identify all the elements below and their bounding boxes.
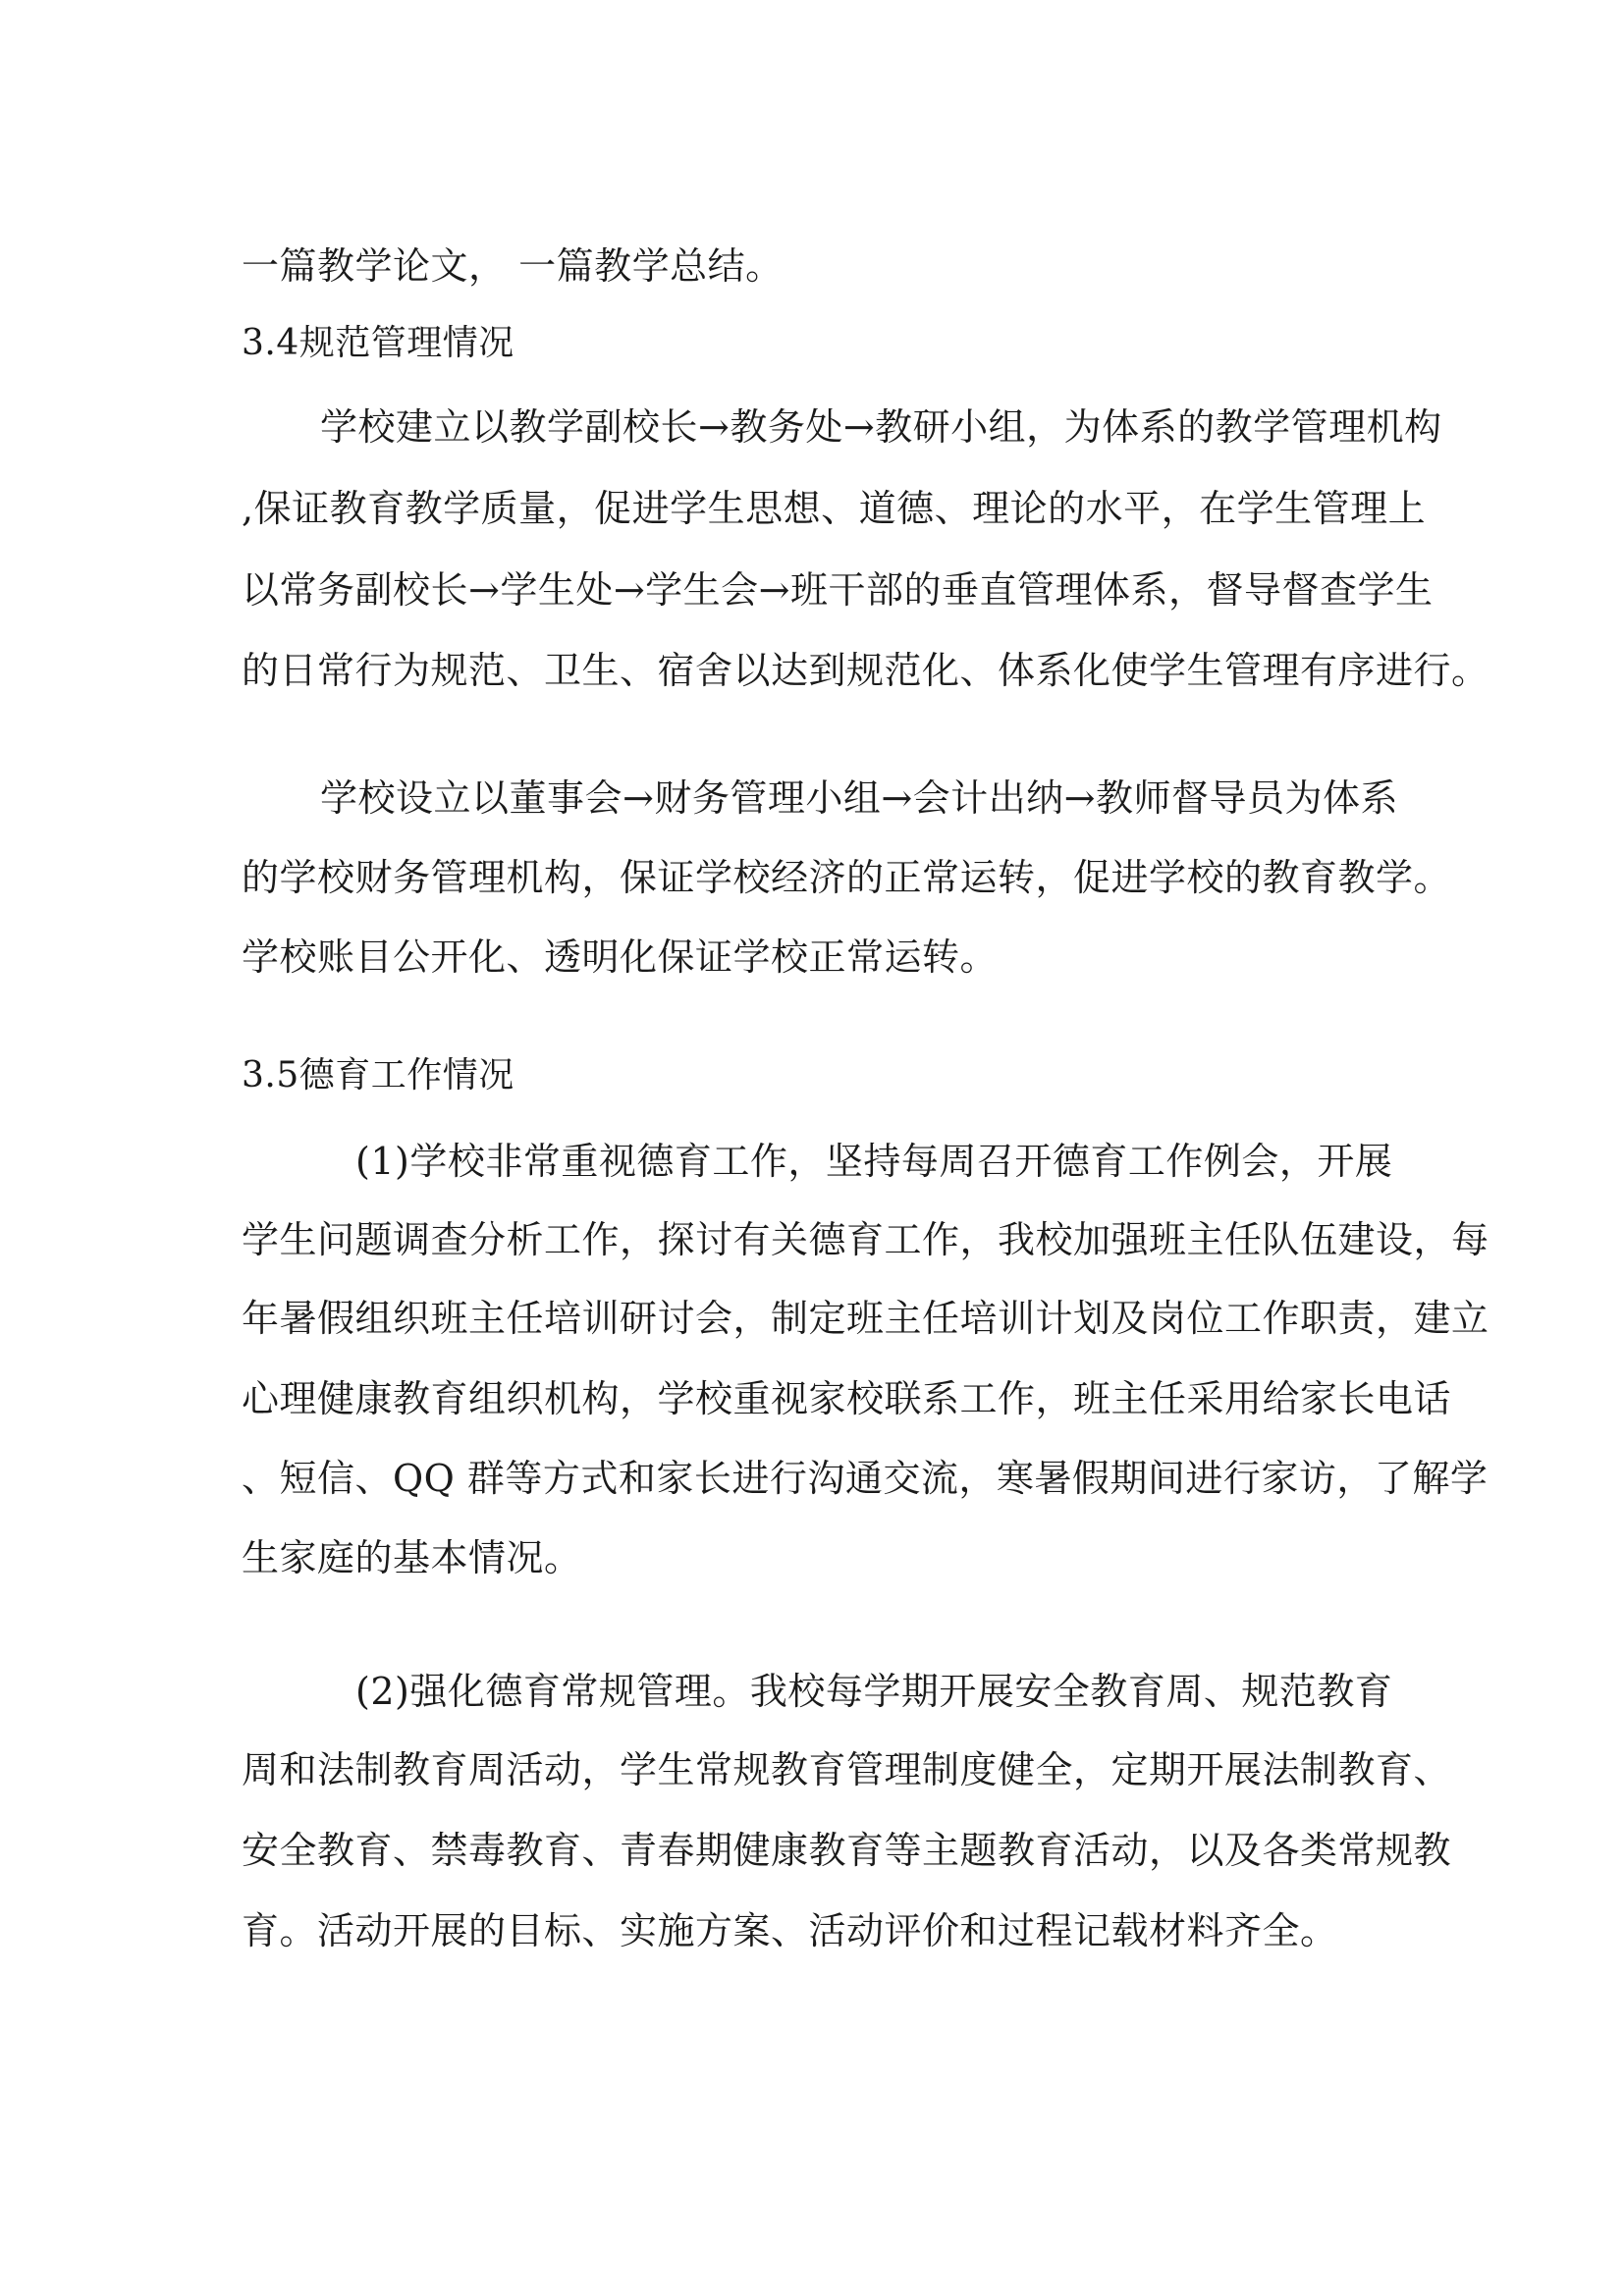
paragraph-line: 以常务副校长→学生处→学生会→班干部的垂直管理体系，督导督查学生 <box>242 568 1434 612</box>
paragraph-line: 心理健康教育组织机构，学校重视家校联系工作，班主任采用给家长电话 <box>242 1377 1452 1420</box>
paragraph-line: (2)强化德育常规管理。我校每学期开展安全教育周、规范教育 <box>355 1670 1393 1713</box>
paragraph-line: 的日常行为规范、卫生、宿舍以达到规范化、体系化使学生管理有序进行。 <box>242 649 1489 692</box>
top-line: 一篇教学论文， 一篇教学总结。 <box>242 244 784 288</box>
paragraph-line: 的学校财务管理机构，保证学校经济的正常运转，促进学校的教育教学。 <box>242 856 1452 899</box>
section-3-4-heading: 3.4规范管理情况 <box>242 323 514 363</box>
paragraph-line: 生家庭的基本情况。 <box>242 1536 582 1579</box>
paragraph-line: (1)学校非常重视德育工作，坚持每周召开德育工作例会，开展 <box>355 1140 1393 1183</box>
paragraph-line: 、短信、QQ 群等方式和家长进行沟通交流，寒暑假期间进行家访，了解学 <box>242 1457 1489 1500</box>
paragraph-line: 周和法制教育周活动，学生常规教育管理制度健全，定期开展法制教育、 <box>242 1748 1452 1791</box>
paragraph-line: ,保证教育教学质量，促进学生思想、道德、理论的水平，在学生管理上 <box>242 487 1427 530</box>
paragraph-line: 安全教育、禁毒教育、青春期健康教育等主题教育活动，以及各类常规教 <box>242 1829 1452 1872</box>
paragraph-line: 育。活动开展的目标、实施方案、活动评价和过程记载材料齐全。 <box>242 1909 1338 1952</box>
paragraph-line: 学校设立以董事会→财务管理小组→会计出纳→教师督导员为体系 <box>320 776 1399 820</box>
paragraph-line: 年暑假组织班主任培训研讨会，制定班主任培训计划及岗位工作职责，建立 <box>242 1297 1489 1340</box>
paragraph-line: 学校账目公开化、透明化保证学校正常运转。 <box>242 935 999 979</box>
paragraph-line: 学校建立以教学副校长→教务处→教研小组，为体系的教学管理机构 <box>320 405 1442 449</box>
section-3-5-heading: 3.5德育工作情况 <box>242 1055 514 1095</box>
paragraph-line: 学生问题调查分析工作，探讨有关德育工作，我校加强班主任队伍建设，每 <box>242 1218 1489 1261</box>
